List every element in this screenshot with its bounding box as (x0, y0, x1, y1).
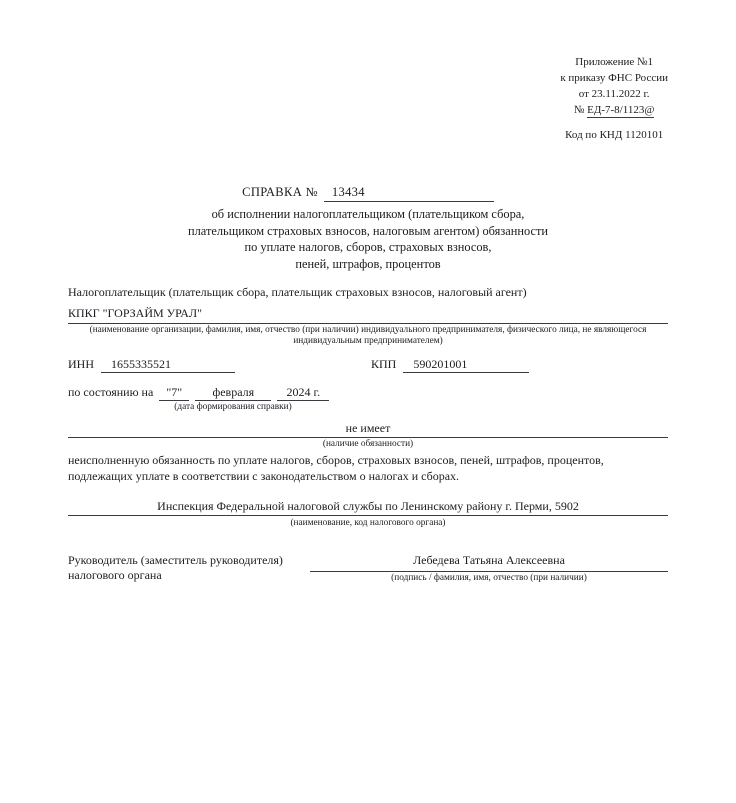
certificate-title (68, 183, 668, 202)
annex-number-line: Приложение №1 (575, 56, 654, 68)
subtitle-line: об исполнении налогоплательщиком (плательщиком сбора, (211, 207, 525, 221)
kpp-value: 590201001 (403, 357, 529, 373)
date-prefix: по состоянию на (68, 385, 154, 399)
obligation-status-line (68, 421, 668, 438)
taxpayer-name-line (68, 306, 668, 324)
signatory-role-line: Руководитель (заместитель руководителя) (68, 553, 283, 567)
tax-authority-caption: (наименование, код налогового органа) (290, 518, 446, 528)
knd-code: Код по КНД 1120101 (565, 129, 664, 141)
order-number-prefix: № (573, 104, 585, 116)
obligation-status: не имеет (345, 421, 391, 435)
order-date-line: от 23.11.2022 г. (578, 88, 650, 100)
subtitle-line: пеней, штрафов, процентов (295, 256, 441, 271)
signature-block (310, 553, 668, 584)
order-number-line (560, 102, 668, 118)
as-of-date-row (68, 385, 668, 401)
date-month: февраля (195, 385, 271, 401)
taxpayer-name: КПКГ "ГОРЗАЙМ УРАЛ" (68, 306, 202, 320)
inn-value: 1655335521 (101, 357, 235, 373)
document-content (0, 54, 736, 584)
tax-authority-line (68, 499, 668, 516)
taxpayer-name-caption: (наименование организации, фамилия, имя, отчество (при наличии) индивидуального предпринимателя, физического лица, не являющегося индивидуальным предпринимателем) (89, 325, 647, 346)
inn-label: ИНН (68, 357, 94, 371)
inn-kpp-row (68, 357, 668, 373)
subtitle-line: по уплате налогов, сборов, страховых взносов, (244, 240, 492, 254)
subtitle-line: плательщиком страховых взносов, налоговым агентом) обязанности (187, 223, 549, 238)
signatory-name: Лебедева Татьяна Алексеевна (310, 553, 668, 572)
date-day: "7" (159, 385, 189, 401)
obligation-paragraph: неисполненную обязанность по уплате налогов, сборов, страховых взносов, пеней, штрафов, процентов, подлежащих уплате в соответствии с законодательством о налогах и сборах. (68, 453, 604, 483)
signatory-role-line: налогового органа (68, 568, 162, 582)
certificate-title-label: СПРАВКА № (242, 185, 318, 199)
certificate-subtitle (68, 206, 668, 272)
signatory-role (68, 553, 308, 583)
signature-row (68, 553, 668, 584)
kpp-label: КПП (371, 357, 397, 371)
order-reference-block (560, 54, 668, 143)
order-issuer-line: к приказу ФНС России (560, 72, 668, 84)
date-year: 2024 г. (277, 385, 329, 401)
signature-caption: (подпись / фамилия, имя, отчество (при наличии) (391, 573, 587, 583)
date-caption: (дата формирования справки) (174, 402, 292, 412)
obligation-status-caption: (наличие обязанности) (322, 439, 414, 449)
order-number-value: ЕД-7-8/1123@ (587, 104, 655, 116)
tax-authority-name: Инспекция Федеральной налоговой службы по Ленинскому району г. Перми, 5902 (157, 499, 579, 513)
certificate-number: 13434 (324, 183, 494, 202)
taxpayer-label: Налогоплательщик (плательщик сбора, плательщик страховых взносов, налоговый агент) (68, 285, 527, 299)
